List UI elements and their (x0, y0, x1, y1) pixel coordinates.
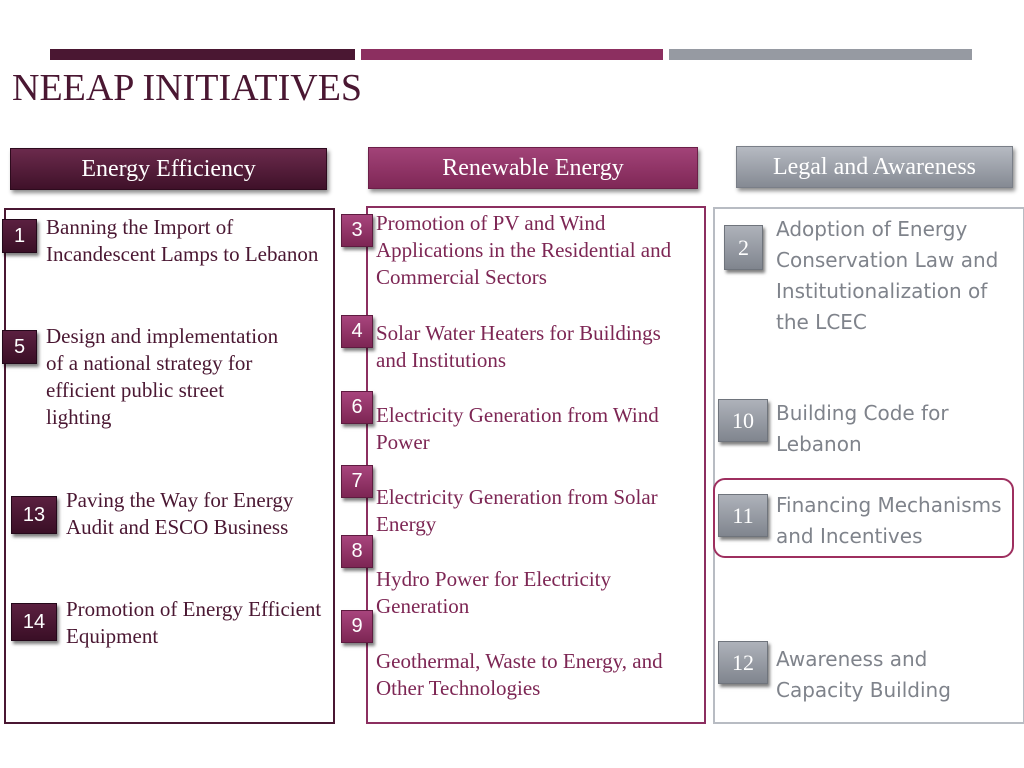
initiative-text: Solar Water Heaters for Buildings and Institutions (376, 321, 661, 372)
slide-title: NEEAP INITIATIVES (12, 67, 363, 109)
initiative-number-badge: 5 (2, 330, 37, 364)
initiative-text: Hydro Power for Electricity Generation (376, 567, 612, 618)
initiative-number-badge: 7 (341, 465, 373, 498)
initiative-number-badge: 13 (11, 496, 57, 534)
initiative-text: Adoption of Energy Conservation Law and Institutionalization of the LCEC (776, 217, 999, 334)
initiative-number-badge: 6 (341, 391, 373, 424)
accent-bar-gray (669, 49, 972, 60)
initiative-text: Financing Mechanisms and Incentives (776, 493, 1002, 548)
highlight-outline (713, 478, 1014, 558)
accent-bar-dark (50, 49, 355, 60)
initiative-number-badge: 10 (718, 399, 768, 442)
accent-bar-magenta (361, 49, 663, 60)
initiative-text: Geothermal, Waste to Energy, and Other Technologies (376, 649, 663, 700)
initiative-number-badge: 12 (718, 641, 768, 684)
initiative-text: Electricity Generation from Wind Power (376, 403, 659, 454)
initiative-number-badge: 14 (11, 603, 57, 641)
initiative-number-badge: 1 (2, 219, 37, 253)
initiative-text: Electricity Generation from Solar Energy (376, 485, 658, 536)
initiative-number-badge: 9 (341, 610, 373, 643)
initiative-number-badge: 11 (718, 494, 768, 537)
initiative-number-badge: 4 (341, 315, 373, 348)
initiative-text: Banning the Import of Incandescent Lamps to Lebanon (46, 215, 319, 266)
initiative-number-badge: 3 (341, 214, 373, 247)
initiative-number-badge: 2 (724, 225, 763, 270)
header-renewable-energy: Renewable Energy (368, 147, 698, 189)
initiative-text: Paving the Way for Energy Audit and ESCO Business (66, 488, 294, 539)
initiative-text: Design and implementation of a national strategy for efficient public street lighting (46, 324, 279, 429)
initiative-text: Building Code for Lebanon (776, 401, 949, 456)
header-legal-awareness: Legal and Awareness (736, 146, 1013, 188)
initiative-text: Promotion of PV and Wind Applications in the Residential and Commercial Sectors (376, 211, 672, 289)
initiative-text: Promotion of Energy Efficient Equipment (66, 597, 322, 648)
initiative-number-badge: 8 (341, 535, 373, 568)
header-energy-efficiency: Energy Efficiency (10, 148, 327, 190)
initiative-text: Awareness and Capacity Building (776, 647, 951, 702)
